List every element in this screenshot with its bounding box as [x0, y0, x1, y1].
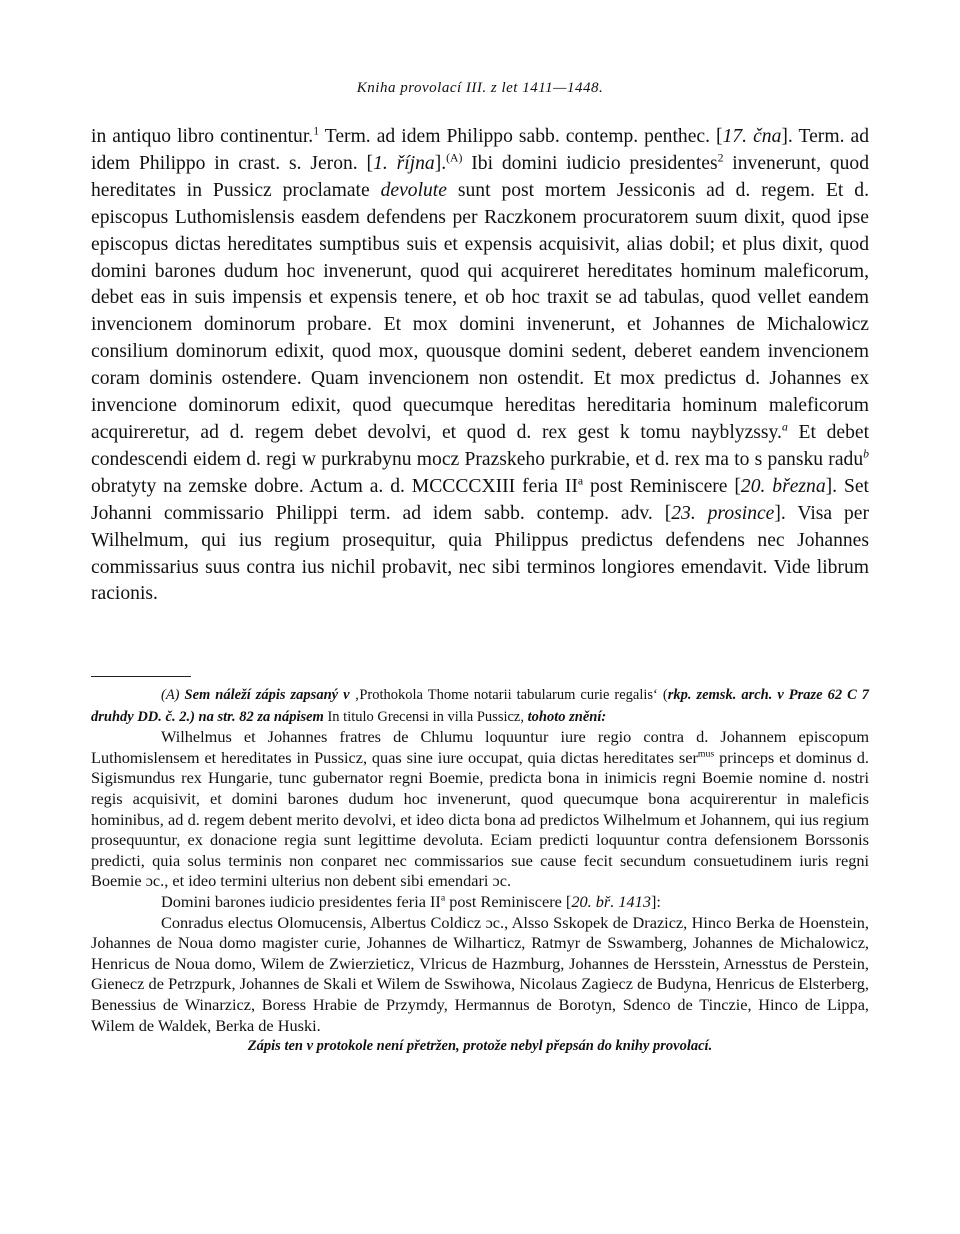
text-segment: Term. ad idem Philippo sabb. contemp. penthec. [ [319, 126, 723, 147]
text-segment: Ibi domini iudicio presidentes [462, 152, 718, 174]
footnote-marker: b [863, 447, 869, 461]
closing-note: Zápis ten v protokole není přetržen, protože nebyl přepsán do knihy provolací. [247, 1038, 713, 1055]
date-annotation: 23. prosince [671, 502, 775, 524]
note-a [91, 684, 869, 727]
footnote-marker: a [781, 420, 788, 434]
footnote-marker: 2 [717, 151, 724, 165]
text-segment: sunt post mortem Jessiconis ad d. regem. Et d. episcopus Luthomislensis easdem defendens per Raczkonem procuratorem suum dixit, quod ipse episcopus dictas hereditates sumptibus suis et expensis acquisivit, alias dobil; et plus dixit, quod domini barones dudum hoc invenerunt, quod qui acquireret hereditates hominum maleficorum, debet eas in suis impensis et expensis tenere, et ob hoc traxit se ad tabulas, quod vellet eandem invencionem dominorum probare. Et mox domini invenerunt, et Johannes de Michalowicz consilium dominorum edixit, quod mox, quousque domini sedent, deberet eandem invencionem coram dominis ostendere. Quam invencionem non ostendit. Et mox predictus d. Johannes ex invencione dominorum edixit, quod quecumque hereditas hereditaria hominum maleficorum acquireretur, ad d. regem debet devolvi, et quod d. rex gest k tomu nayblyzssy. [91, 179, 869, 443]
superscript: mus [697, 748, 715, 760]
footnote-marker: 1 [313, 124, 320, 138]
editor-note: rkp. zemsk. arch. v Praze 62 C 7 druhdy DD. č. 2.) na str. 82 za nápisem [91, 687, 869, 725]
footnote-divider [91, 676, 191, 677]
main-text [91, 124, 869, 608]
note-paragraph-3 [91, 913, 869, 1037]
text-segment: Conradus electus Olomucensis, Albertus Coldicz ɔc., Alsso Sskopek de Drazicz, Hinco Berka de Hoenstein, Johannes de Noua domo magister curie, Johannes de Wilharticz, Ratmyr de Sswamberg, Johannes de Michalowicz, Henricus de Noua domo, Wilem de Zwierzieticz, Vlricus de Hazmburg, Johannes de Hersstein, Arnesstus de Perstein, Gienecz de Petrzpurk, Johannes de Skali et Wilem de Sswihowa, Nicolaus Zagiecz de Budyna, Henricus de Elsterberg, Benessius de Winarzicz, Boress Hrabie de Przymdy, Hermannus de Borotyn, Sdenco de Tinczie, Hinco de Lippa, Wilem de Waldek, Berka de Huski. [91, 912, 869, 1035]
text-segment: ]. Visa per Wilhelmum, qui ius regium prosequitur, quia Philippus predictus defendens nec Johannes commissarius suus contra ius nichil probavit, nec sibi terminos longiores emendavit. Vide librum racionis. [91, 502, 869, 605]
italic-word: devolute [380, 179, 447, 201]
text-segment: ]. [434, 152, 447, 174]
text-segment: Domini barones iudicio presidentes feria II [161, 891, 441, 911]
text-segment: invenerunt, quod hereditates in Pussicz proclamate [91, 152, 870, 201]
note-marker: (A) [161, 687, 180, 703]
text-segment: Wilhelmus et Johannes fratres de Chlumu loquuntur iure regio contra d. Johannem episcopum Luthomislensem et hereditates in Pussicz, quas sine iure occupat, quia dictas hereditates ser [91, 727, 869, 767]
text-segment: ]. Set Johanni commissario Philippi term. ad idem sabb. contemp. adv. [ [91, 475, 869, 524]
superscript: a [577, 474, 584, 488]
superscript: a [440, 892, 446, 904]
text-segment: princeps et dominus d. Sigismundus rex Hungarie, tunc gubernator regni Boemie, predicta bona in inimicis regni Boemie nomine d. nostri regis acquisivit, et domini barones dudum hoc invenerunt, quod quecumque bona acquirerentur in maleficis hominibus, ad d. regem debent merito devolvi, et ideo dicta bona ad predictos Wilhelmum et Johannem, qui ius regium prosequuntur, ex donacione regia sunt legittime devoluta. Eciam predicti loquuntur contra defensionem Borssonis predicti, quia solus terminis non conparet nec commissarios sue cause fecit secundum consuetudinem iuris regni Boemie ɔc., et ideo termini ulterius non debent sibi emendari ɔc. [91, 747, 869, 891]
text-segment: ]. Term. ad idem Philippo in crast. s. Jeron. [ [91, 126, 870, 174]
text-segment: post Reminiscere [ [445, 891, 572, 911]
date-annotation: 1. října [373, 152, 435, 174]
text-segment: in antiquo libro continentur. [91, 126, 314, 147]
editor-note: Sem náleží zápis zapsaný v [179, 687, 355, 703]
editor-note: tohoto znění: [527, 708, 607, 725]
text-segment: ]: [650, 891, 661, 911]
date-annotation: 17. čna [722, 126, 782, 147]
date-annotation: 20. bř. 1413 [571, 891, 651, 911]
note-marker: (A) [446, 151, 463, 165]
text-segment: obratyty na zemske dobre. Actum a. d. MCCCCXIII feria II [91, 475, 578, 497]
note-text: In titulo Grecensi in villa Pussicz, [323, 708, 528, 725]
note-paragraph-1 [91, 727, 869, 892]
running-head: Kniha provolací III. z let 1411—1448. [356, 80, 604, 96]
note-text: ‚Prothokola Thome notarii tabularum curie regalis‘ ( [354, 687, 668, 703]
note-paragraph-2 [91, 892, 869, 913]
text-segment: post Reminiscere [ [583, 475, 741, 497]
notes-section [91, 684, 869, 1057]
text-segment: Et debet condescendi eidem d. regi w purkrabynu mocz Prazskeho purkrabie, et d. rex ma to s pansku radu [91, 421, 870, 470]
date-annotation: 20. března [740, 475, 826, 497]
